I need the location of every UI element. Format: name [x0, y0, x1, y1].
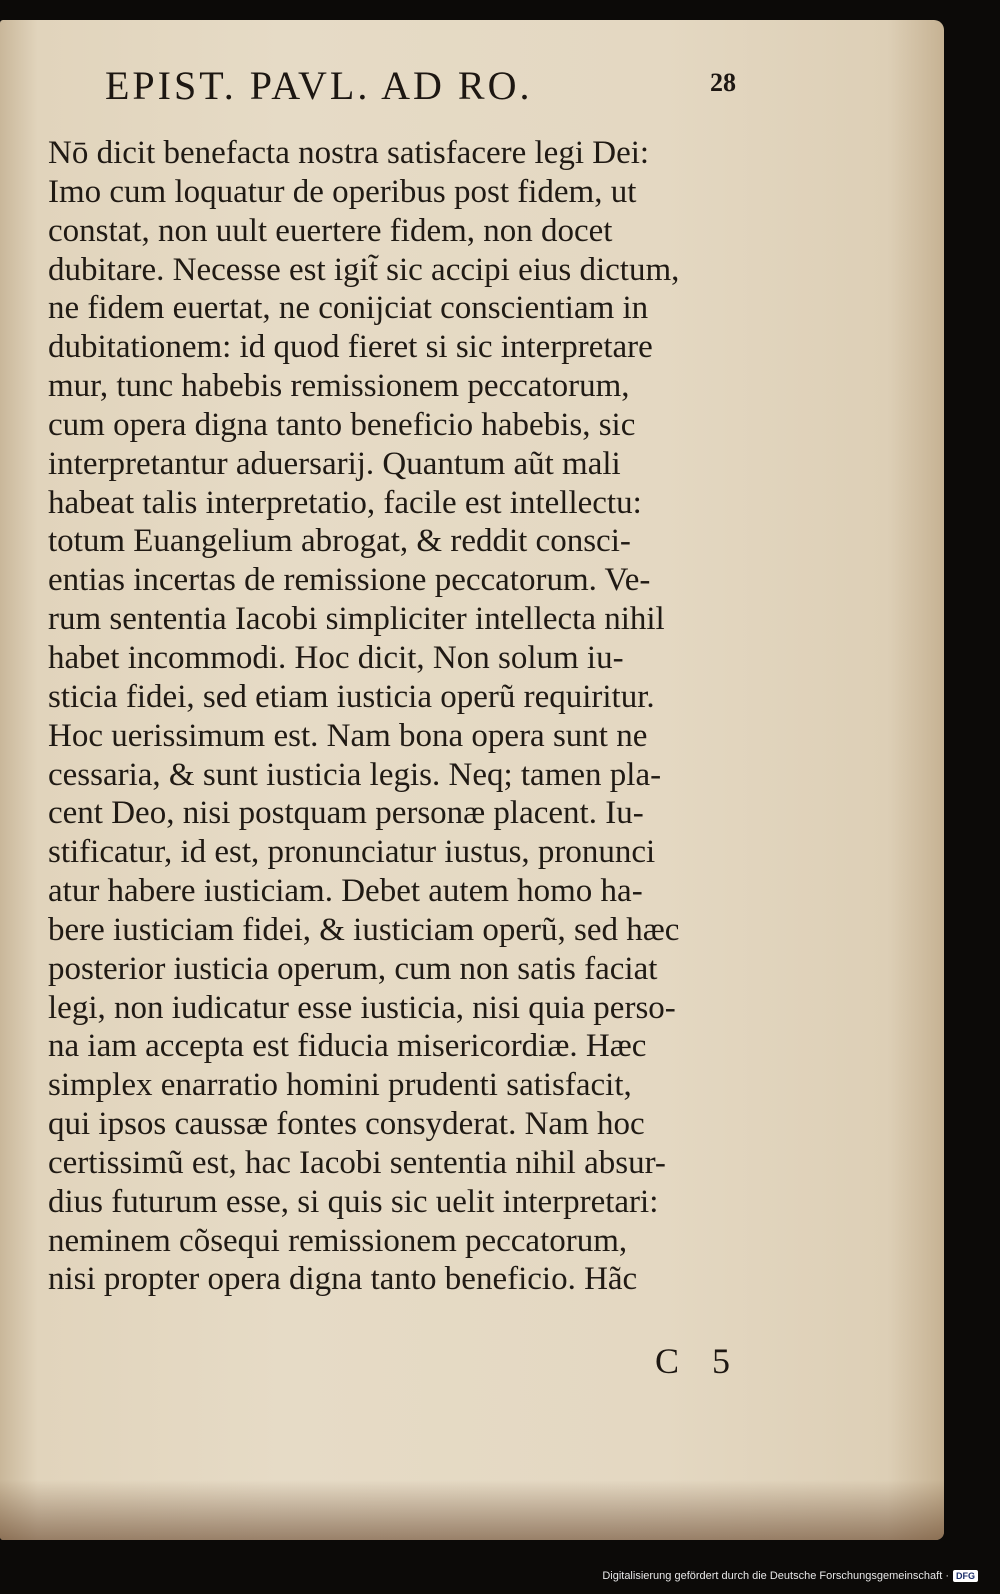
text-line: Imo cum loquatur de operibus post fidem, ut: [48, 173, 637, 210]
text-line: bere iusticiam fidei, & iusticiam operũ, sed hæc: [48, 911, 680, 948]
book-page: [0, 20, 944, 1540]
text-line: interpretantur aduersarij. Quantum aũt mali: [48, 445, 621, 482]
text-line: qui ipsos caussæ fontes consyderat. Nam hoc: [48, 1106, 645, 1143]
text-line: entias incertas de remissione peccatorum. Ve-: [48, 562, 651, 599]
text-line: constat, non uult euertere fidem, non docet: [48, 212, 613, 249]
text-line: simplex enarratio homini prudenti satisfacit,: [48, 1067, 632, 1104]
text-line: sticia fidei, sed etiam iusticia operũ requiritur.: [48, 678, 655, 715]
text-line: stificatur, id est, pronunciatur iustus, pronunci: [48, 834, 656, 871]
page-header: [105, 62, 884, 122]
text-line: dubitare. Necesse est igit̃ sic accipi eius dictum,: [48, 251, 680, 288]
text-line: Hoc uerissimum est. Nam bona opera sunt ne: [48, 717, 648, 754]
signature-mark: C 5: [655, 1341, 731, 1381]
text-line: rum sententia Iacobi simpliciter intellecta nihil: [48, 601, 665, 638]
text-line: mur, tunc habebis remissionem peccatorum,: [48, 368, 630, 405]
text-line: na iam accepta est fiducia misericordiæ. Hæc: [48, 1028, 647, 1065]
text-line: dius futurum esse, si quis sic uelit interpretari:: [48, 1183, 659, 1220]
text-line: nisi propter opera digna tanto beneficio. Hãc: [48, 1261, 638, 1298]
text-line: atur habere iusticiam. Debet autem homo ha-: [48, 873, 643, 910]
text-line: dubitationem: id quod fieret si sic interpretare: [48, 329, 653, 366]
digitization-footer: [602, 1564, 978, 1588]
text-line: cum opera digna tanto beneficio habebis, sic: [48, 406, 636, 443]
text-line: ne fidem euertat, ne conijciat conscientiam in: [48, 290, 649, 327]
text-line: certissimũ est, hac Iacobi sententia nihil absur-: [48, 1144, 666, 1181]
text-line: habeat talis interpretatio, facile est intellectu:: [48, 484, 642, 521]
dfg-logo-icon: DFG: [953, 1570, 978, 1582]
text-line: habet incommodi. Hoc dicit, Non solum iu-: [48, 639, 624, 676]
text-line: cent Deo, nisi postquam personæ placent. Iu-: [48, 795, 644, 832]
text-line: Nō dicit benefacta nostra satisfacere legi Dei:: [48, 135, 650, 171]
running-title: EPIST. PAVL. AD RO.: [105, 63, 533, 108]
folio-number: 28: [710, 68, 736, 97]
body-text: [48, 134, 838, 1299]
footer-credit: Digitalisierung gefördert durch die Deutsche Forschungsgemeinschaft ·: [602, 1570, 949, 1582]
text-line: neminem cõsequi remissionem peccatorum,: [48, 1222, 628, 1259]
text-line: totum Euangelium abrogat, & reddit consci-: [48, 523, 631, 560]
text-line: cessaria, & sunt iusticia legis. Neq; tamen pla-: [48, 756, 662, 793]
text-line: posterior iusticia operum, cum non satis faciat: [48, 950, 658, 987]
text-line: legi, non iudicatur esse iusticia, nisi quia perso-: [48, 989, 676, 1026]
